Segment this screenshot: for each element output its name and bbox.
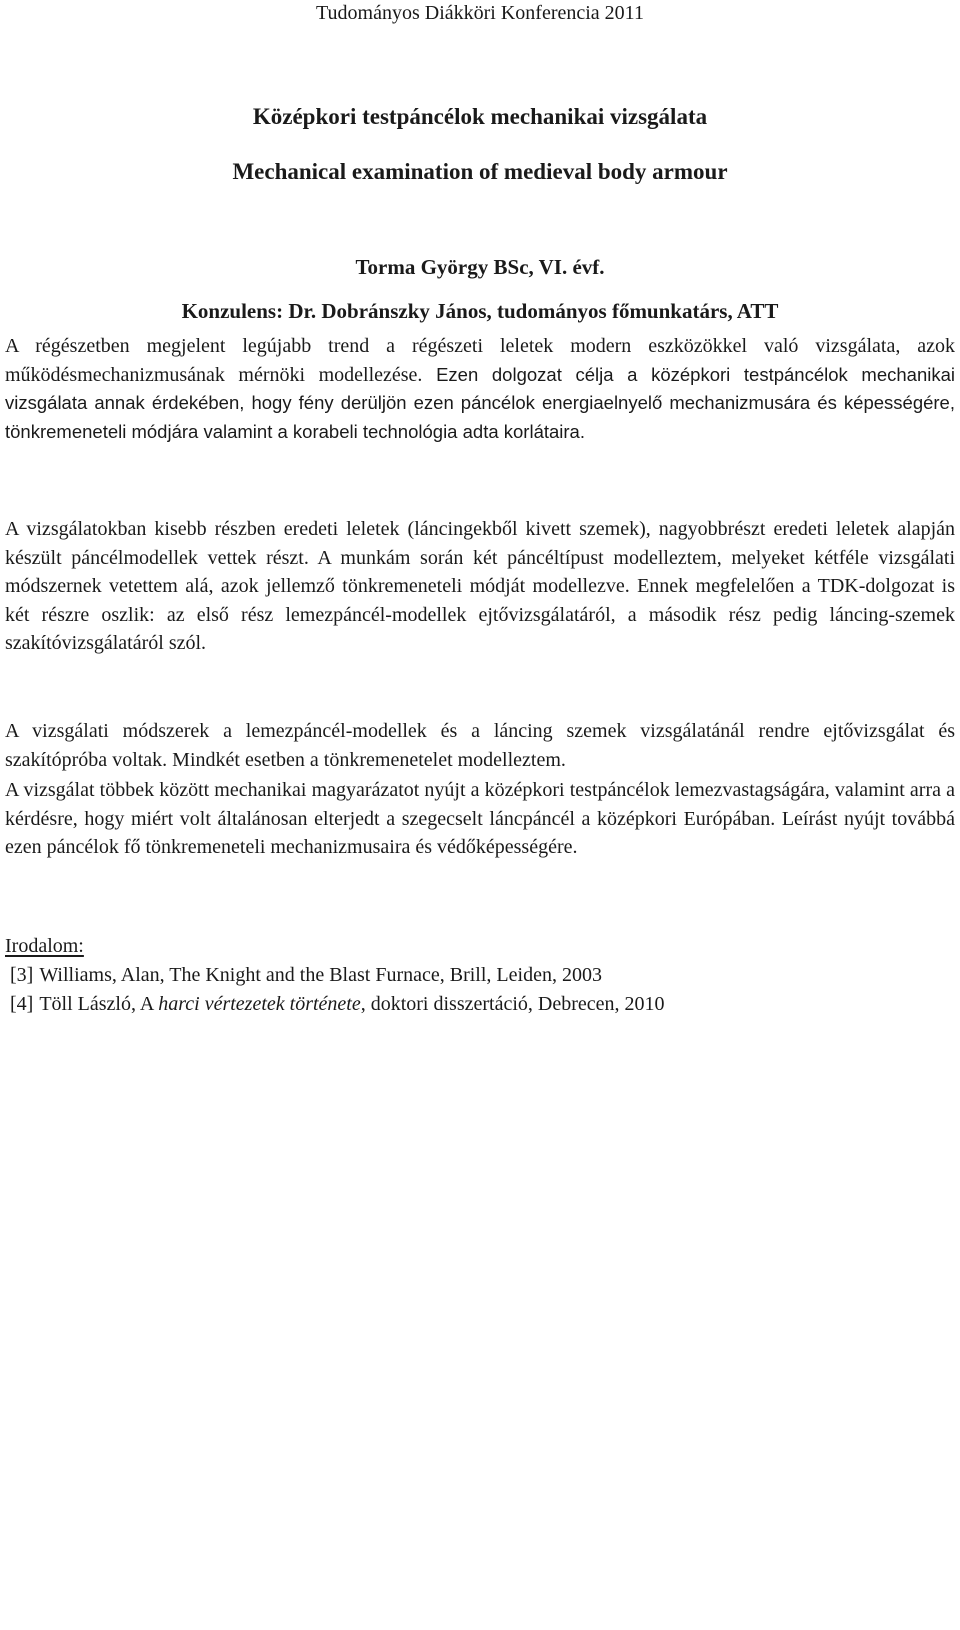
paper-title-english: Mechanical examination of medieval body armour xyxy=(232,159,728,184)
paper-title-hungarian: Középkori testpáncélok mechanikai vizsgálata xyxy=(252,104,708,129)
abstract-paragraph-3-text: A vizsgálati módszerek a lemezpáncél-modellek és a láncing szemek vizsgálatánál rendre ejtővizsgálat és szakítópróba voltak. Mindkét esetben a tönkremenetelet modelleztem. xyxy=(5,720,955,771)
reference-text: Williams, Alan, The Knight and the Blast Furnace, Brill, Leiden, 2003 xyxy=(39,964,602,986)
reference-text-prefix: Töll László, A xyxy=(39,993,159,1015)
reference-item xyxy=(10,991,665,1017)
abstract-paragraph-2 xyxy=(5,515,955,658)
abstract-paragraph-3 xyxy=(5,717,955,774)
reference-text-suffix: , doktori disszertáció, Debrecen, 2010 xyxy=(360,993,665,1015)
abstract-paragraph-4-text: A vizsgálat többek között mechanikai magyarázatot nyújt a középkori testpáncélok lemezvastagságára, valamint arra a kérdésre, hogy miért volt általánosan elterjedt a szegecselt láncpáncél a középkori Európában. Leírást nyújt továbbá ezen páncélok fő tönkremeneteli mechanizmusaira és védőképességére. xyxy=(5,779,955,858)
references-heading: Irodalom: xyxy=(5,935,84,957)
abstract-paragraph-1-aim: Ezen dolgozat célja a középkori testpáncélok mechanikai vizsgálata annak érdekében, hogy fény derüljön ezen páncélok energiaelnyelő mechanizmusára és képességére, tönkremeneteli módjára valamint a korabeli technológia adta korlátaira. xyxy=(5,363,956,442)
reference-item xyxy=(10,962,602,988)
author-line: Torma György BSc, VI. évf. xyxy=(355,255,605,279)
abstract-paragraph-4 xyxy=(5,776,955,862)
reference-number: [4] xyxy=(10,993,34,1015)
abstract-paragraph-1-intro: A régészetben megjelent legújabb trend a régészeti leletek modern eszközökkel való vizsgálata, azok működésmechanizmusának mérnöki modellezése. xyxy=(5,335,955,386)
abstract-paragraph-1 xyxy=(5,332,955,446)
reference-number: [3] xyxy=(10,964,34,986)
abstract-paragraph-2-text: A vizsgálatokban kisebb részben eredeti leletek (láncingekből kivett szemek), nagyobbrészt eredeti leletek alapján készült páncélmodellek vettek részt. A munkám során két páncéltípust modelleztem, melyeket kétféle vizsgálati módszernek vetettem alá, azok jellemző tönkremeneteli módját modellezve. Ennek megfelelően a TDK-dolgozat is két részre oszlik: az első rész lemezpáncél-modellek ejtővizsgálatáról, a második rész pedig láncing-szemek szakítóvizsgálatáról szól. xyxy=(5,518,955,654)
advisor-line: Konzulens: Dr. Dobránszky János, tudományos főmunkatárs, ATT xyxy=(181,299,779,323)
reference-title-italic: harci vértezetek története xyxy=(158,993,361,1015)
running-header: Tudományos Diákköri Konferencia 2011 xyxy=(316,2,644,24)
